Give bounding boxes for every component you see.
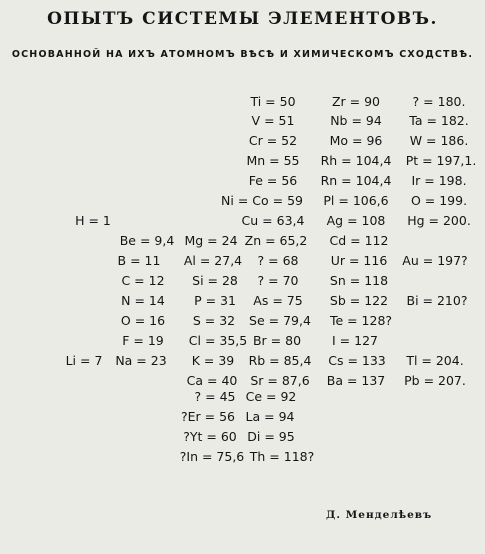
element-cell: B = 11 [117,253,161,268]
element-cell: Cl = 35,5 [188,333,248,348]
element-cell: Bi = 210? [406,293,468,308]
element-cell: Sr = 87,6 [250,373,310,388]
element-cell: Hg = 200. [407,213,471,228]
element-cell: C = 12 [121,273,165,288]
element-cell: Nb = 94 [330,113,382,128]
element-cell: Ag = 108 [326,213,386,228]
document-subtitle: ОСНОВАННОЙ НА ИХЪ АТОМНОМЪ ВѢСѢ И ХИМИЧЕСКОМЪ СХОДСТВѢ. [11,49,474,60]
element-cell: As = 75 [253,293,303,308]
element-cell: Mo = 96 [329,133,383,148]
document-title: ОПЫТЪ СИСТЕМЫ ЭЛЕМЕНТОВЪ. [47,9,438,29]
element-cell: ?Er = 56 [181,409,235,424]
element-cell: La = 94 [245,409,295,424]
signature: Д. Менделѣевъ [326,509,433,521]
element-cell: Pb = 207. [404,373,466,388]
element-cell: Li = 7 [65,353,103,368]
element-cell: Ur = 116 [330,253,388,268]
element-cell: I = 127 [332,333,378,348]
element-cell: Be = 9,4 [119,233,175,248]
element-cell: Cu = 63,4 [241,213,305,228]
element-cell: ? = 45 [194,389,236,404]
element-cell: Au = 197? [402,253,468,268]
element-cell: N = 14 [121,293,165,308]
element-cell: Pt = 197,1. [405,153,477,168]
element-cell: Fe = 56 [248,173,298,188]
element-cell: Ti = 50 [250,94,296,109]
element-cell: O = 16 [120,313,166,328]
element-cell: ? = 68 [257,253,299,268]
element-cell: Rn = 104,4 [320,173,392,188]
element-cell: Rh = 104,4 [320,153,392,168]
element-cell: H = 1 [75,213,111,228]
element-cell: Mg = 24 [184,233,238,248]
element-cell: Te = 128? [329,313,393,328]
element-cell: Di = 95 [247,429,295,444]
element-cell: Cd = 112 [329,233,389,248]
element-cell: Ba = 137 [326,373,386,388]
element-cell: Se = 79,4 [249,313,311,328]
element-cell: Ir = 198. [411,173,467,188]
element-cell: Cs = 133 [328,353,386,368]
element-cell: ? = 70 [257,273,299,288]
element-cell: P = 31 [194,293,236,308]
element-cell: Ni = Co = 59 [221,193,303,208]
element-cell: Pl = 106,6 [323,193,389,208]
element-cell: O = 199. [410,193,468,208]
element-cell: Cr = 52 [248,133,298,148]
element-cell: Sn = 118 [329,273,389,288]
element-cell: ?Yt = 60 [183,429,237,444]
element-cell: Br = 80 [252,333,302,348]
element-cell: Na = 23 [115,353,167,368]
element-cell: K = 39 [191,353,235,368]
element-cell: ?In = 75,6 [179,449,245,464]
element-cell: ? = 180. [412,94,466,109]
element-cell: Tl = 204. [406,353,464,368]
element-cell: Ca = 40 [186,373,238,388]
element-cell: W = 186. [409,133,469,148]
element-cell: Sb = 122 [329,293,389,308]
element-cell: Ta = 182. [409,113,469,128]
element-cell: Ce = 92 [245,389,297,404]
element-cell: Rb = 85,4 [248,353,312,368]
element-cell: S = 32 [192,313,236,328]
element-cell: F = 19 [122,333,164,348]
element-cell: Th = 118? [249,449,315,464]
element-cell: Al = 27,4 [183,253,243,268]
element-cell: Mn = 55 [246,153,300,168]
element-cell: Si = 28 [192,273,238,288]
element-cell: Zn = 65,2 [244,233,308,248]
element-cell: V = 51 [251,113,295,128]
element-cell: Zr = 90 [331,94,381,109]
